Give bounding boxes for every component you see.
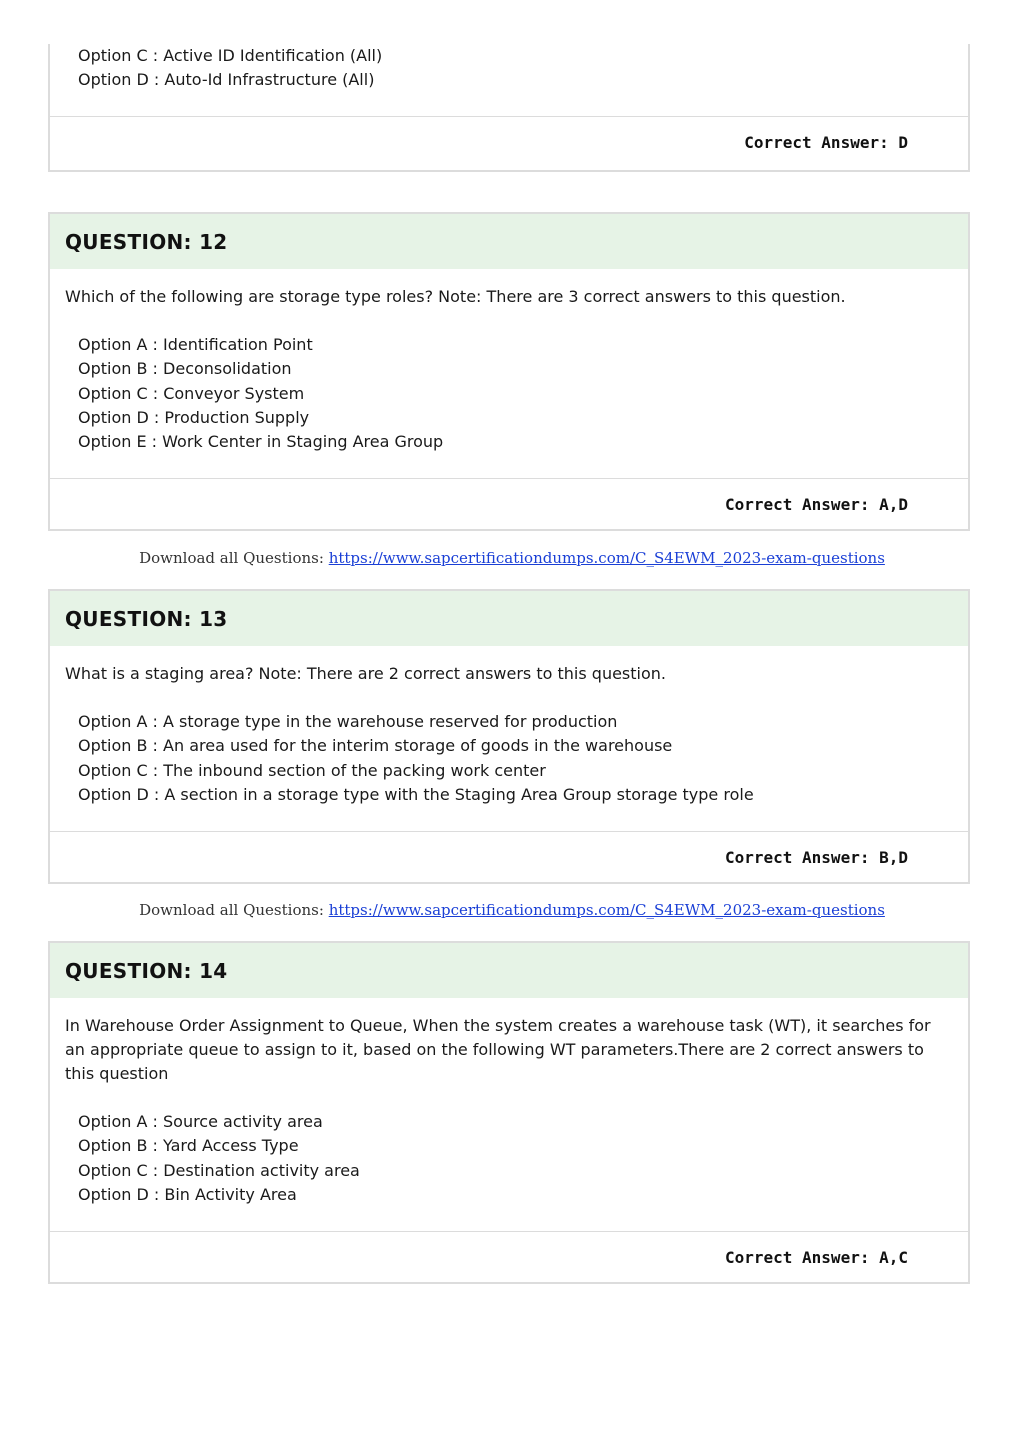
option-d: Option D : A section in a storage type with the Staging Area Group storage type role bbox=[78, 784, 754, 804]
download-label: Download all Questions: bbox=[139, 901, 324, 919]
option-c: Option C : The inbound section of the packing work center bbox=[78, 760, 546, 780]
option-e: Option E : Work Center in Staging Area Group bbox=[78, 432, 444, 452]
question-body bbox=[50, 646, 968, 831]
question-card-13 bbox=[48, 589, 970, 884]
option-d: Option D : Auto-Id Infrastructure (All) bbox=[78, 70, 375, 89]
option-b: Option B : Yard Access Type bbox=[78, 1136, 299, 1156]
download-link[interactable]: https://www.sapcertificationdumps.com/C_S4EWM_2023-exam-questions bbox=[328, 901, 885, 919]
question-body bbox=[50, 998, 968, 1231]
option-a: Option A : A storage type in the warehouse reserved for production bbox=[78, 712, 618, 731]
option-a: Option A : Identification Point bbox=[78, 335, 313, 354]
correct-answer: Correct Answer: B,D bbox=[50, 831, 968, 882]
correct-answer: Correct Answer: D bbox=[50, 116, 968, 167]
download-link[interactable]: https://www.sapcertificationdumps.com/C_S4EWM_2023-exam-questions bbox=[328, 549, 885, 567]
question-header: QUESTION: 13 bbox=[50, 591, 968, 646]
question-card-12 bbox=[48, 212, 970, 531]
correct-answer: Correct Answer: A,D bbox=[50, 478, 968, 529]
question-body bbox=[50, 44, 968, 116]
option-list bbox=[65, 44, 953, 116]
question-card-14 bbox=[48, 941, 970, 1284]
option-c: Option C : Active ID Identification (All) bbox=[78, 46, 383, 65]
question-text: In Warehouse Order Assignment to Queue, When the system creates a warehouse task (WT), it searches for an appropriate queue to assign to it, based on the following WT parameters.There are 2 correct answers to this question bbox=[65, 1016, 931, 1083]
download-line bbox=[0, 549, 1024, 567]
question-text: Which of the following are storage type roles? Note: There are 3 correct answers to this question. bbox=[65, 287, 846, 306]
option-b: Option B : An area used for the interim storage of goods in the warehouse bbox=[78, 736, 673, 756]
download-label: Download all Questions: bbox=[139, 549, 324, 567]
option-list bbox=[65, 333, 953, 478]
question-header: QUESTION: 12 bbox=[50, 214, 968, 269]
download-line bbox=[0, 901, 1024, 919]
option-list bbox=[65, 710, 953, 831]
option-d: Option D : Production Supply bbox=[78, 407, 310, 427]
option-a: Option A : Source activity area bbox=[78, 1112, 323, 1131]
option-c: Option C : Destination activity area bbox=[78, 1160, 360, 1180]
correct-answer: Correct Answer: A,C bbox=[50, 1231, 968, 1282]
option-list bbox=[65, 1110, 953, 1231]
option-d: Option D : Bin Activity Area bbox=[78, 1184, 297, 1204]
question-body bbox=[50, 269, 968, 478]
option-b: Option B : Deconsolidation bbox=[78, 359, 292, 379]
question-text: What is a staging area? Note: There are 2 correct answers to this question. bbox=[65, 664, 666, 683]
option-c: Option C : Conveyor System bbox=[78, 383, 305, 403]
question-card-11 bbox=[48, 44, 970, 172]
question-header: QUESTION: 14 bbox=[50, 943, 968, 998]
